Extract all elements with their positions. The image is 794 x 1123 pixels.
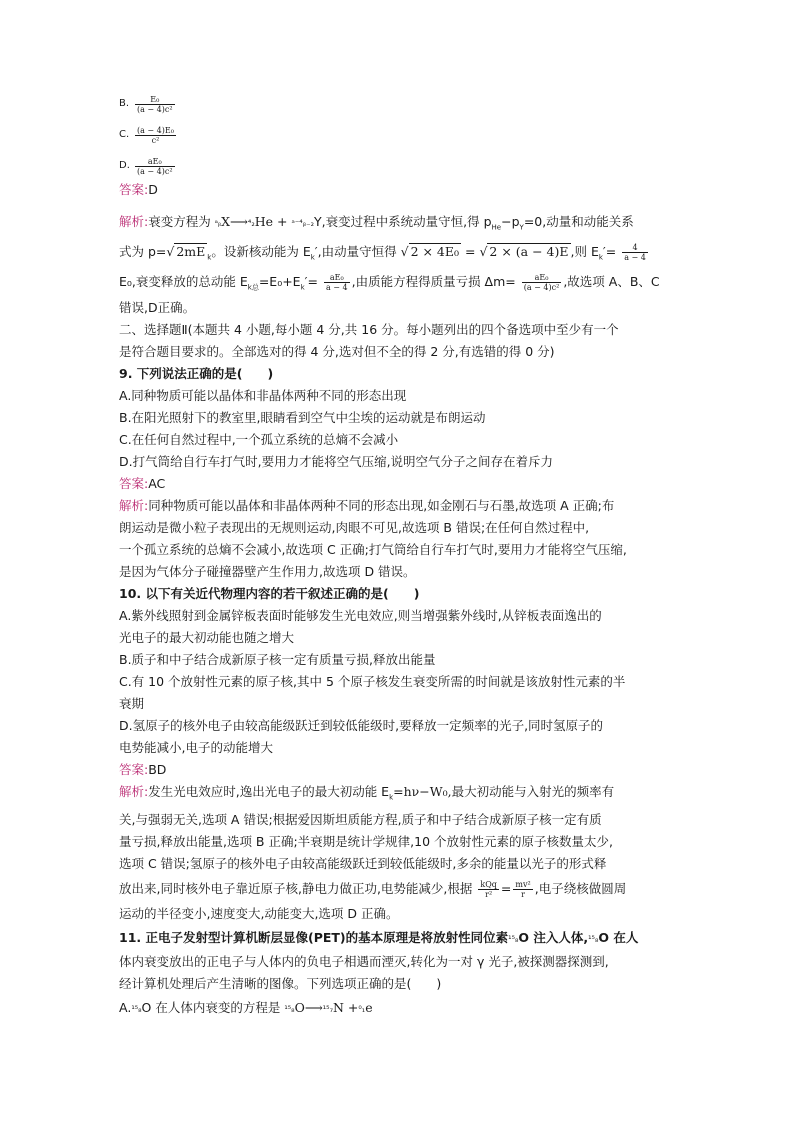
answer-value: BD xyxy=(148,762,167,777)
analysis-line: 解析:衰变方程为 ᵃᵦX⟶⁴₂He + ᵃ⁻⁴ᵦ₋₂Y,衰变过程中系统动量守恒,得 $p_{He}-p_Y=0$,动量和动能关系 xyxy=(119,214,634,232)
analysis-label: 解析: xyxy=(119,498,149,513)
analysis-line: 是因为气体分子碰撞器壁产生作用力,故选项 D 错误。 xyxy=(119,564,416,579)
option-c: 衰期 xyxy=(119,696,145,711)
analysis-line: 量亏损,释放出能量,选项 B 正确;半衰期是统计学规律,10 个放射性元素的原子核数量太少, xyxy=(119,833,614,849)
answer-value: AC xyxy=(148,476,166,491)
section-header: 二、选择题Ⅱ(本题共 4 小题,每小题 4 分,共 16 分。每小题列出的四个备选项中至少有一个 xyxy=(119,322,619,337)
answer-line xyxy=(119,473,679,495)
analysis-line: 解析:同种物质可能以晶体和非晶体两种不同的形态出现,如金刚石与石墨,故选项 A 正确;布 xyxy=(119,498,615,513)
analysis-line: 放出来,同时核外电子靠近原子核,静电力做正功,电势能减少,根据 $\frac{\text{kQq}}{\text{r²}}$ = $\frac{\text{mv²}}{r}$ ,电子绕核做圆周 xyxy=(119,879,627,899)
analysis-label: 解析: xyxy=(119,214,149,229)
analysis-label: 解析: xyxy=(119,784,149,799)
option-a: 光电子的最大初动能也随之增大 xyxy=(119,630,295,645)
answer-label: 答案: xyxy=(119,182,149,197)
option-a: A.¹⁵₈O 在人体内衰变的方程是 ¹⁵₈O⟶¹⁵₇N +⁰₁e xyxy=(119,999,373,1015)
analysis-line: 解析:发生光电效应时,逸出光电子的最大初动能 $E_k=h\nu-W_0$,最大初动能与入射光的频率有 xyxy=(119,784,615,802)
answer-label: 答案: xyxy=(119,762,149,777)
question-stem: 体内衰变放出的正电子与人体内的负电子相遇而湮灭,转化为一对 γ 光子,被探测器探测到, xyxy=(119,953,609,969)
document-page xyxy=(119,95,679,1021)
option-b xyxy=(119,95,679,113)
section-header: 是符合题目要求的。全部选对的得 4 分,选对但不全的得 2 分,有选错的得 0 分) xyxy=(119,344,555,359)
option-a: A.同种物质可能以晶体和非晶体两种不同的形态出现 xyxy=(119,388,407,403)
analysis-line: 一个孤立系统的总熵不会减小,故选项 C 正确;打气筒给自行车打气时,要用力才能将空气压缩, xyxy=(119,542,627,557)
analysis-line: 运动的半径变小,速度变大,动能变大,选项 D 正确。 xyxy=(119,905,399,921)
question-stem: 经计算机处理后产生清晰的图像。下列选项正确的是( ) xyxy=(119,975,442,991)
fraction: $\frac{\text{aE₀}}{\text{(a − 4)c²}}$ xyxy=(523,273,560,292)
analysis-line: 朗运动是微小粒子表现出的无规则运动,肉眼不可见,故选项 B 错误;在任何自然过程中, xyxy=(119,520,590,535)
fraction: $\frac{\text{(a − 4)E₀}}{\text{c²}}$ xyxy=(137,125,174,145)
option-label: C. xyxy=(119,129,130,140)
analysis-line: 错误,D正确。 xyxy=(119,300,196,315)
fraction: $\frac{4}{a - 4}$ xyxy=(624,243,646,262)
answer-label: 答案: xyxy=(119,476,149,491)
option-b: B.质子和中子结合成新原子核一定有质量亏损,释放出能量 xyxy=(119,652,436,667)
analysis-line: E₀,衰变释放的总动能 $E_{k总}=E_0+E_k'=$ $\frac{\text{aE₀}}{a - 4}$ ,由质能方程得质量亏损 Δm= $\frac{\text{aE₀}}{\text{(a − 4)c²}}$ ,故选项 A、B、C xyxy=(119,273,660,292)
fraction: $\frac{\text{kQq}}{\text{r²}}$ xyxy=(480,879,497,899)
question-stem: 9. 下列说法正确的是( ) xyxy=(119,366,274,381)
option-d: D.打气筒给自行车打气时,要用力才能将空气压缩,说明空气分子之间存在着斥力 xyxy=(119,454,554,469)
fraction: $\frac{\text{mv²}}{r}$ xyxy=(515,879,531,899)
fraction: $\frac{\text{aE₀}}{\text{(a − 4)c²}}$ xyxy=(137,156,173,176)
fraction: $\frac{\text{E₀}}{\text{(a − 4)c²}}$ xyxy=(137,94,173,114)
option-d xyxy=(119,157,679,175)
option-b: B.在阳光照射下的教室里,眼睛看到空气中尘埃的运动就是布朗运动 xyxy=(119,410,486,425)
question-stem: 10. 以下有关近代物理内容的若干叙述正确的是( ) xyxy=(119,586,420,601)
option-a: A.紫外线照射到金属锌板表面时能够发生光电效应,则当增强紫外线时,从锌板表面逸出的 xyxy=(119,608,602,623)
answer-value: D xyxy=(148,182,158,197)
option-label: D. xyxy=(119,160,130,171)
analysis-line: 选项 C 错误;氢原子的核外电子由较高能级跃迁到较低能级时,多余的能量以光子的形式释 xyxy=(119,855,607,871)
option-c: C.有 10 个放射性元素的原子核,其中 5 个原子核发生衰变所需的时间就是该放射性元素的半 xyxy=(119,674,626,689)
answer-line xyxy=(119,179,679,201)
fraction: $\frac{\text{aE₀}}{a - 4}$ xyxy=(325,273,348,292)
answer-line xyxy=(119,759,679,781)
analysis-line: 式为 p=√ 2mE $_k$。设新核动能为 $E_k'$,由动量守恒得 √ 2 × 4E₀ = √ 2 × (a − 4)E ,则 $E_k'=$ $\frac{4}{a - 4}$ xyxy=(119,243,646,262)
question-stem: 11. 正电子发射型计算机断层显像(PET)的基本原理是将放射性同位素¹⁵₈O 注入人体,¹⁵₈O 在人 xyxy=(119,929,639,945)
analysis-line: 关,与强弱无关,选项 A 错误;根据爱因斯坦质能方程,质子和中子结合成新原子核一定有质 xyxy=(119,811,602,827)
option-label: B. xyxy=(119,98,130,109)
option-c xyxy=(119,126,679,144)
option-d: D.氢原子的核外电子由较高能级跃迁到较低能级时,要释放一定频率的光子,同时氢原子的 xyxy=(119,718,604,733)
option-c: C.在任何自然过程中,一个孤立系统的总熵不会减小 xyxy=(119,432,399,447)
option-d: 电势能减小,电子的动能增大 xyxy=(119,740,273,755)
